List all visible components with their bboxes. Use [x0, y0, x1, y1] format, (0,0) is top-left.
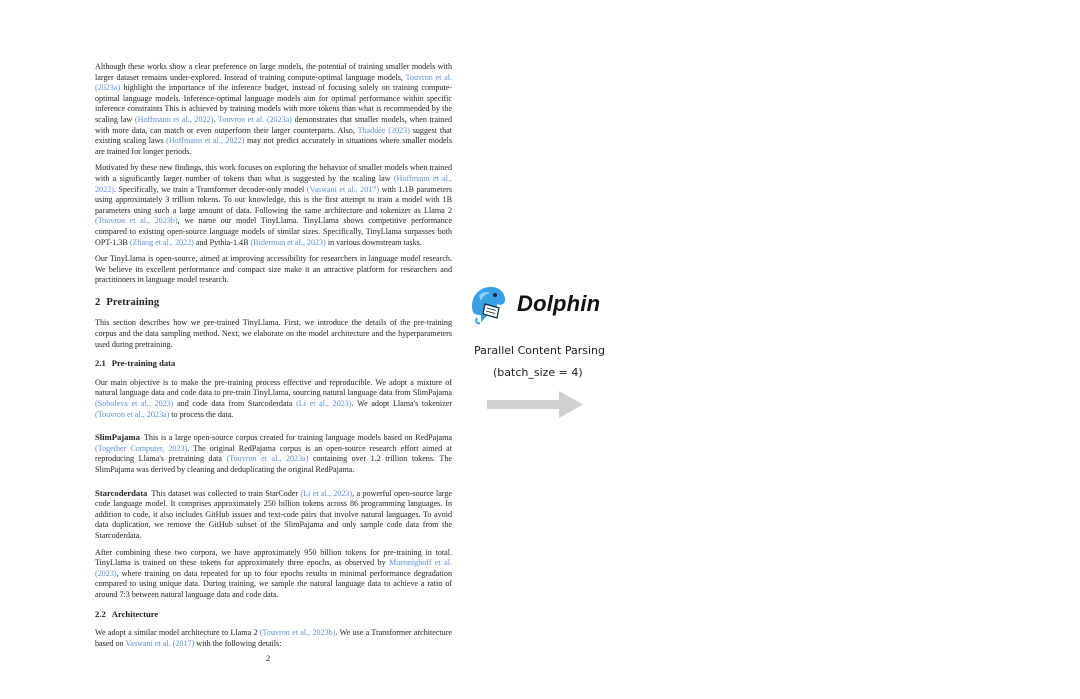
page-number: 2	[266, 653, 271, 663]
starcoderdata-heading: Starcoderdata	[95, 487, 148, 498]
intro-paragraph	[95, 62, 452, 157]
subsection-heading-architecture	[95, 609, 452, 620]
citation-link[interactable]: Vaswani et al. (2017)	[125, 638, 195, 648]
citation-link[interactable]: (Zhang et al., 2022)	[129, 237, 194, 247]
text-run: Motivated by these new findings, this work focuses on exploring the behavior of smaller models when trained with a significantly larger number of tokens than what is suggested by the scaling law	[95, 163, 452, 183]
citation-link[interactable]: (Touvron et al., 2023b)	[259, 628, 336, 638]
section-heading-pretraining	[95, 298, 452, 309]
text-run: and Pythia-1.4B	[193, 237, 251, 247]
text-run: containing over 1.2 trillion tokens. The SlimPajama was derived by cleaning and deduplicating the original RedPajama.	[95, 454, 452, 474]
subsection-number: 2.1	[95, 358, 106, 369]
text-run: Although these works show a clear preference on large models, the potential of training smaller models with larger dataset remains under-explored. Instead of training compute-optimal language models,	[95, 62, 452, 82]
text-run: After combining these two corpora, we have approximately 950 billion tokens for pre-training in total. TinyLlama is trained on these tokens for approximately three epochs, as observed by	[95, 547, 452, 568]
dolphin-logo	[467, 282, 600, 326]
subsection-number: 2.2	[95, 608, 106, 619]
pretraining-data-paragraph	[95, 378, 452, 420]
section-title: Pretraining	[106, 296, 160, 308]
parallel-parsing-caption: Parallel Content Parsing	[474, 344, 605, 357]
text-run: This is a large open-source corpus created for training language models based on RedPajama	[143, 433, 452, 443]
subsection-title: Architecture	[111, 608, 159, 619]
citation-link[interactable]: (Touvron et al., 2023a)	[226, 454, 309, 464]
text-run: We adopt a similar model architecture to Llama 2	[95, 628, 260, 638]
intro-paragraph	[95, 254, 452, 286]
text-run: .	[213, 114, 218, 124]
citation-link[interactable]: Thaddée (2023)	[357, 125, 410, 135]
citation-link[interactable]: Touvron et al. (2023a)	[217, 114, 292, 124]
citation-link[interactable]: (Together Computer, 2023)	[95, 443, 188, 453]
citation-link[interactable]: (Vaswani et al., 2017)	[306, 184, 380, 194]
combine-paragraph	[95, 548, 452, 601]
citation-link[interactable]: Touvron et al. (2023a)	[95, 72, 452, 93]
slimpajama-heading: SlimPajama	[95, 432, 140, 443]
right-arrow-icon	[485, 390, 585, 420]
text-run: may not predict accurately in situations where smaller models are trained for longer periods.	[95, 136, 452, 156]
section-number: 2	[95, 296, 101, 308]
intro-paragraph	[95, 163, 452, 248]
citation-link[interactable]: (Hoffmann et al., 2022)	[95, 173, 453, 194]
text-run: with 1.1B parameters using approximately 3 trillion tokens. To our knowledge, this is the first attempt to train a model with 1B parameters using such a large amount of data. Following the same architecture and tokenizer as Llama 2	[95, 184, 452, 215]
subsection-title: Pre-training data	[111, 358, 176, 369]
text-run: Our TinyLlama is open-source, aimed at improving accessibility for researchers in language model research. We believe its excellent performance and compact size make it an attractive platform for researchers and practitioners in language model research.	[95, 254, 452, 285]
starcoderdata-body	[95, 489, 452, 540]
text-run: Our main objective is to make the pre-training process effective and reproducible. We adopt a mixture of natural language data and code data to pre-train TinyLlama, sourcing natural language data from SlimPajama	[95, 377, 452, 398]
text-run: demonstrates that smaller models, when trained with more data, can match or even outperform their larger counterparts. Also,	[95, 114, 452, 135]
slimpajama-paragraph	[95, 432, 452, 475]
citation-link[interactable]: (Touvron et al., 2023b)	[95, 216, 178, 226]
pretraining-paragraph	[95, 318, 452, 350]
citation-link[interactable]: (Touvron et al., 2023a)	[95, 409, 170, 419]
text-run: suggest that existing scaling laws	[95, 125, 453, 146]
architecture-paragraph	[95, 628, 452, 649]
citation-link[interactable]: Muennighoff et al. (2023)	[95, 558, 452, 578]
text-run: and code data from Starcoderdata	[173, 399, 297, 409]
batch-size-caption: (batch_size = 4)	[493, 366, 583, 379]
citation-link[interactable]: (Li et al., 2023)	[300, 488, 353, 498]
citation-link[interactable]: (Li et al., 2023)	[296, 399, 352, 409]
intro-paragraphs	[95, 62, 452, 286]
dolphin-panel	[465, 280, 645, 420]
text-run: . We adopt Llama's tokenizer	[351, 399, 453, 409]
text-run: in various downstream tasks.	[325, 237, 422, 247]
text-run: , we name our model TinyLlama. TinyLlama shows competitive performance compared to existing open-source language models of similar sizes. Specifically, TinyLlama surpasses both OPT-1.3B	[95, 216, 452, 247]
text-run: highlight the importance of the inference budget, instead of focusing solely on training compute-optimal language models. Inference-optimal language models aim for optimal performance within specific inference constraints This is achieved by training models with more tokens than what is recommended by the scaling law	[95, 83, 452, 124]
text-run: with the following details:	[194, 638, 282, 648]
dolphin-logo-icon	[467, 282, 509, 326]
text-run: This dataset was collected to train StarCoder	[151, 488, 301, 498]
subsection-heading-pretraining-data	[95, 358, 452, 369]
text-run: to process the data.	[169, 409, 234, 419]
citation-link[interactable]: (Biderman et al., 2023)	[250, 237, 326, 247]
starcoderdata-paragraph	[95, 488, 452, 542]
text-run: This section describes how we pre-trained TinyLlama. First, we introduce the details of the pre-training corpus and the data sampling method. Next, we elaborate on the model architecture and the hyperparameters used during pretraining.	[95, 318, 452, 349]
text-run: . Specifically, we train a Transformer decoder-only model	[113, 184, 307, 194]
citation-link[interactable]: (Soboleva et al., 2023)	[95, 399, 174, 409]
slimpajama-body	[95, 433, 452, 474]
text-run: , where training on data repeated for up to four epochs results in minimal performance degradation compared to using unique data. During training, we sample the natural language data to achieve a ratio of around 7:3 between natural language data and code data.	[95, 568, 452, 599]
text-run: . We use a Transformer architecture based on	[95, 628, 453, 648]
text-run: . The original RedPajama corpus is an open-source research effort aimed at reproducing Llama's pretraining data	[95, 443, 453, 464]
dolphin-logo-text: Dolphin	[517, 291, 601, 316]
text-run: , a powerful open-source large code language model. It comprises approximately 250 billion tokens across 86 programming languages. In addition to code, it also includes GitHub issues and text-code pairs that involve natural languages. To avoid data duplication, we remove the GitHub subset of the SlimPajama and only sample code data from the Starcoderdata.	[95, 488, 452, 540]
citation-link[interactable]: (Hoffmann et al., 2022)	[134, 114, 214, 124]
paper-page	[95, 62, 452, 655]
citation-link[interactable]: (Hoffmann et al., 2022)	[166, 136, 245, 146]
